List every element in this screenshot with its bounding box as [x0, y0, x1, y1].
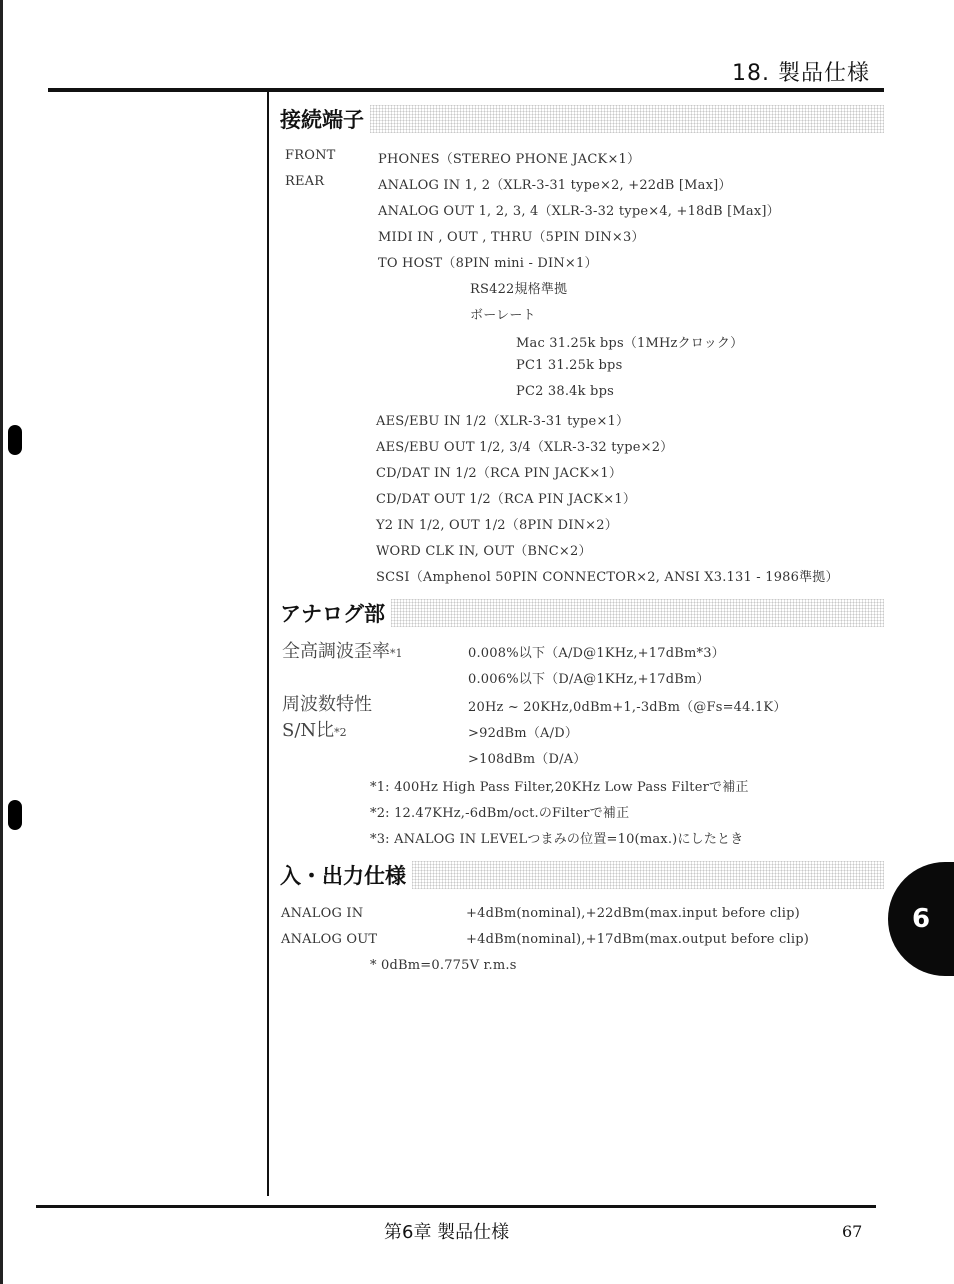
spec-value: SCSI（Amphenol 50PIN CONNECTOR×2, ANSI X3.131 - 1986準拠） [376, 570, 839, 585]
baud-value: PC1 31.25k bps [516, 358, 623, 373]
section-header-connectors [280, 102, 884, 136]
spec-value: Y2 IN 1/2, OUT 1/2（8PIN DIN×2） [376, 518, 618, 533]
spec-subvalue: ボーレート [470, 308, 536, 323]
section-tone-bar [391, 599, 884, 627]
section-header-io [280, 858, 884, 892]
page-number: 67 [842, 1222, 863, 1241]
chapter-tab [888, 862, 954, 976]
baud-value: PC2 38.4k bps [516, 384, 614, 399]
spec-value: AES/EBU OUT 1/2, 3/4（XLR-3-32 type×2） [376, 440, 674, 455]
thd-note: *1 [390, 647, 403, 660]
thd-value: 0.008%以下（A/D@1KHz,+17dBm*3） [468, 646, 725, 661]
chapter-tab-label: 6 [912, 904, 931, 934]
sn-note: *2 [334, 726, 347, 739]
page-edge [0, 0, 3, 1284]
spec-value: CD/DAT OUT 1/2（RCA PIN JACK×1） [376, 492, 637, 507]
freq-label: 周波数特性 [282, 694, 372, 715]
page-header-title: 18. 製品仕様 [732, 61, 870, 86]
section-title-analog: アナログ部 [280, 598, 391, 628]
section-title-connectors: 接続端子 [280, 104, 370, 134]
baud-value: Mac 31.25k bps（1MHzクロック） [516, 336, 744, 351]
io-note: * 0dBm=0.775V r.m.s [370, 958, 517, 973]
spec-subvalue: RS422規格準拠 [470, 282, 568, 297]
thd-value: 0.006%以下（D/A@1KHz,+17dBm） [468, 672, 710, 687]
sn-value: >92dBm（A/D） [468, 726, 579, 741]
sn-value: >108dBm（D/A） [468, 752, 587, 767]
spec-value: TO HOST（8PIN mini - DIN×1） [378, 256, 598, 271]
binder-hole-lower [8, 800, 22, 830]
section-tone-bar [370, 105, 884, 133]
io-label: ANALOG OUT [281, 932, 378, 947]
spec-label: FRONT [285, 148, 336, 163]
freq-value: 20Hz ~ 20KHz,0dBm+1,-3dBm（@Fs=44.1K） [468, 700, 787, 715]
spec-label-thd [282, 637, 403, 663]
io-value: +4dBm(nominal),+22dBm(max.input before clip) [466, 906, 800, 921]
binder-hole-upper [8, 425, 22, 455]
header-rule [48, 88, 884, 92]
spec-value: CD/DAT IN 1/2（RCA PIN JACK×1） [376, 466, 623, 481]
section-title-io: 入・出力仕様 [280, 860, 412, 890]
spec-value: ANALOG IN 1, 2（XLR-3-31 type×2, +22dB [Max]） [378, 178, 732, 193]
spec-value: PHONES（STEREO PHONE JACK×1） [378, 152, 641, 167]
section-header-analog [280, 596, 884, 630]
spec-value: WORD CLK IN, OUT（BNC×2） [376, 544, 592, 559]
spec-label: REAR [285, 174, 325, 189]
io-value: +4dBm(nominal),+17dBm(max.output before clip) [466, 932, 810, 947]
section-tone-bar [412, 861, 884, 889]
sn-label: S/N比 [282, 720, 335, 741]
spec-value: AES/EBU IN 1/2（XLR-3-31 type×1） [376, 414, 630, 429]
footnote: *2: 12.47KHz,-6dBm/oct.のFilterで補正 [370, 806, 630, 821]
io-label: ANALOG IN [281, 906, 364, 921]
footnote: *3: ANALOG IN LEVELつまみの位置=10(max.)にしたとき [370, 832, 744, 847]
footer-rule [36, 1205, 876, 1208]
margin-rule [267, 92, 269, 1196]
footer-chapter: 第6章 製品仕様 [384, 1222, 510, 1243]
thd-label: 全高調波歪率 [282, 641, 390, 662]
spec-label-sn [282, 716, 347, 742]
footnote: *1: 400Hz High Pass Filter,20KHz Low Pass Filterで補正 [370, 780, 749, 795]
spec-value: ANALOG OUT 1, 2, 3, 4（XLR-3-32 type×4, +18dB [Max]） [378, 204, 780, 219]
spec-value: MIDI IN , OUT , THRU（5PIN DIN×3） [378, 230, 645, 245]
